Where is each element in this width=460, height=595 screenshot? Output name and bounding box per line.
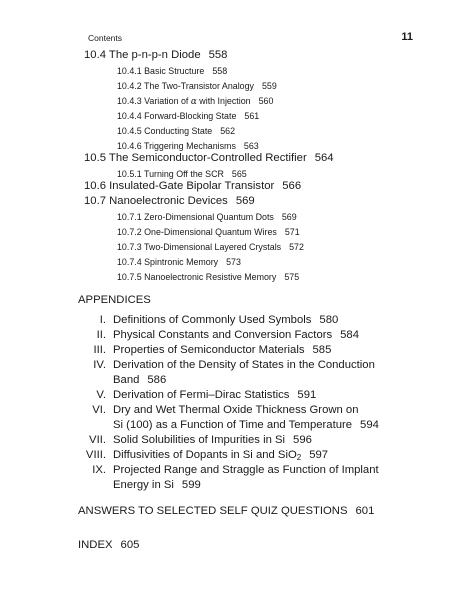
subscript: 2 — [296, 453, 302, 462]
toc-page-ref: 605 — [120, 539, 140, 551]
toc-subsection-title-suffix: with Injection — [196, 96, 251, 106]
toc-subsection[interactable] — [117, 111, 259, 121]
appendix-item[interactable] — [74, 464, 379, 476]
toc-subsection-title: 10.4.4 Forward-Blocking State — [117, 111, 237, 121]
toc-page-ref: 562 — [220, 126, 236, 136]
toc-page-ref: 558 — [212, 66, 228, 76]
toc-page-ref: 596 — [293, 434, 312, 446]
toc-subsection-title: 10.4.2 The Two-Transistor Analogy — [117, 81, 254, 91]
toc-subsection[interactable] — [117, 227, 300, 237]
toc-subsection[interactable] — [117, 242, 304, 252]
index-title: INDEX — [78, 539, 113, 551]
appendix-title-cont: Band — [113, 374, 140, 386]
appendix-number: V. — [96, 389, 106, 401]
toc-page-ref: 561 — [244, 111, 260, 121]
toc-subsection[interactable] — [117, 272, 299, 282]
toc-subsection-title: 10.4.5 Conducting State — [117, 126, 213, 136]
toc-page-ref: 565 — [231, 169, 247, 179]
appendix-number: IX. — [92, 464, 106, 476]
appendix-number: II. — [96, 329, 106, 341]
toc-subsection-title: 10.7.4 Spintronic Memory — [117, 257, 219, 267]
toc-page-ref: 594 — [360, 419, 379, 431]
appendix-title-cont: Energy in Si — [113, 479, 174, 491]
toc-section-title: 10.5 The Semiconductor-Controlled Rectifier — [84, 152, 307, 164]
appendix-number: VIII. — [85, 449, 106, 461]
toc-subsection[interactable] — [117, 81, 277, 91]
toc-page-ref: 572 — [289, 242, 304, 252]
appendix-item[interactable] — [74, 404, 359, 416]
appendix-item-continuation[interactable] — [113, 374, 166, 386]
toc-section-title: 10.6 Insulated-Gate Bipolar Transistor — [84, 180, 275, 192]
appendix-title: Diffusivities of Dopants in Si and SiO — [113, 449, 297, 461]
appendix-title: Derivation of the Density of States in the Conduction — [113, 359, 375, 371]
appendix-item-continuation[interactable] — [113, 479, 201, 491]
appendix-number: III. — [93, 344, 106, 356]
toc-section[interactable] — [84, 195, 255, 207]
toc-subsection[interactable] — [117, 257, 241, 267]
toc-section-title: 10.7 Nanoelectronic Devices — [84, 195, 228, 207]
toc-page-ref: 584 — [340, 329, 359, 341]
appendix-number: VII. — [89, 434, 106, 446]
appendix-item-continuation[interactable] — [113, 419, 379, 431]
toc-section[interactable] — [84, 49, 227, 61]
toc-subsection-title: 10.7.2 One-Dimensional Quantum Wires — [117, 227, 277, 237]
toc-subsection-title: 10.7.5 Nanoelectronic Resistive Memory — [117, 272, 277, 282]
toc-subsection-title: 10.4.3 Variation of — [117, 96, 191, 106]
toc-subsection-title: 10.7.3 Two-Dimensional Layered Crystals — [117, 242, 282, 252]
appendix-item[interactable] — [74, 314, 338, 326]
toc-section[interactable] — [84, 180, 301, 192]
toc-subsection[interactable] — [117, 96, 273, 107]
toc-page-ref: 575 — [284, 272, 300, 282]
toc-subsection[interactable] — [117, 141, 259, 151]
toc-page-ref: 566 — [282, 180, 302, 192]
alpha-symbol: α — [190, 97, 197, 107]
appendix-title-cont: Si (100) as a Function of Time and Temperature — [113, 419, 353, 431]
toc-page-ref: 571 — [284, 227, 300, 237]
appendix-item[interactable] — [74, 344, 331, 356]
toc-page-ref: 599 — [181, 479, 201, 491]
toc-page-ref: 569 — [281, 212, 297, 222]
toc-section[interactable] — [84, 152, 334, 164]
toc-subsection[interactable] — [117, 126, 235, 136]
appendix-item[interactable] — [74, 359, 375, 371]
toc-subsection-title: 10.5.1 Turning Off the SCR — [117, 169, 224, 179]
toc-page-ref: 580 — [319, 314, 339, 326]
appendix-item[interactable] — [74, 449, 328, 462]
toc-page-ref: 560 — [258, 96, 274, 106]
toc-page-ref: 573 — [226, 257, 241, 267]
appendix-title: Dry and Wet Thermal Oxide Thickness Grown on — [113, 404, 359, 416]
toc-section-title: 10.4 The p-n-p-n Diode — [84, 49, 201, 61]
appendix-number: IV. — [93, 359, 106, 371]
toc-subsection[interactable] — [117, 212, 297, 222]
toc-index-entry[interactable] — [78, 539, 139, 551]
toc-page-ref: 558 — [208, 49, 228, 61]
appendix-number: I. — [99, 314, 106, 326]
toc-page-ref: 564 — [314, 152, 334, 164]
appendices-heading: APPENDICES — [78, 294, 151, 306]
toc-subsection[interactable] — [117, 169, 247, 179]
toc-answers-entry[interactable] — [78, 505, 374, 517]
appendix-item[interactable] — [74, 434, 312, 446]
toc-subsection-title: 10.4.1 Basic Structure — [117, 66, 205, 76]
toc-page-ref: 563 — [243, 141, 259, 151]
toc-page-ref: 569 — [235, 195, 255, 207]
appendix-item[interactable] — [74, 389, 316, 401]
appendix-number: VI. — [92, 404, 106, 416]
toc-subsection-title: 10.7.1 Zero-Dimensional Quantum Dots — [117, 212, 274, 222]
appendix-title: Projected Range and Straggle as Function of Implant — [113, 464, 379, 476]
appendix-title: Physical Constants and Conversion Factors — [113, 329, 333, 341]
toc-page-ref: 591 — [297, 389, 317, 401]
toc-page-ref: 601 — [355, 505, 375, 517]
page-number: 11 — [401, 31, 413, 43]
toc-page-ref: 597 — [309, 449, 329, 461]
appendix-title: Properties of Semiconductor Materials — [113, 344, 305, 356]
toc-page-ref: 585 — [312, 344, 332, 356]
running-title: Contents — [88, 33, 123, 43]
appendix-title: Solid Solubilities of Impurities in Si — [113, 434, 286, 446]
answers-title: ANSWERS TO SELECTED SELF QUIZ QUESTIONS — [78, 505, 348, 517]
toc-subsection[interactable] — [117, 66, 227, 76]
toc-page-ref: 559 — [261, 81, 277, 91]
appendix-title: Definitions of Commonly Used Symbols — [113, 314, 312, 326]
appendix-title: Derivation of Fermi–Dirac Statistics — [113, 389, 290, 401]
appendix-item[interactable] — [74, 329, 359, 341]
toc-page-ref: 586 — [147, 374, 167, 386]
toc-subsection-title: 10.4.6 Triggering Mechanisms — [117, 141, 236, 151]
